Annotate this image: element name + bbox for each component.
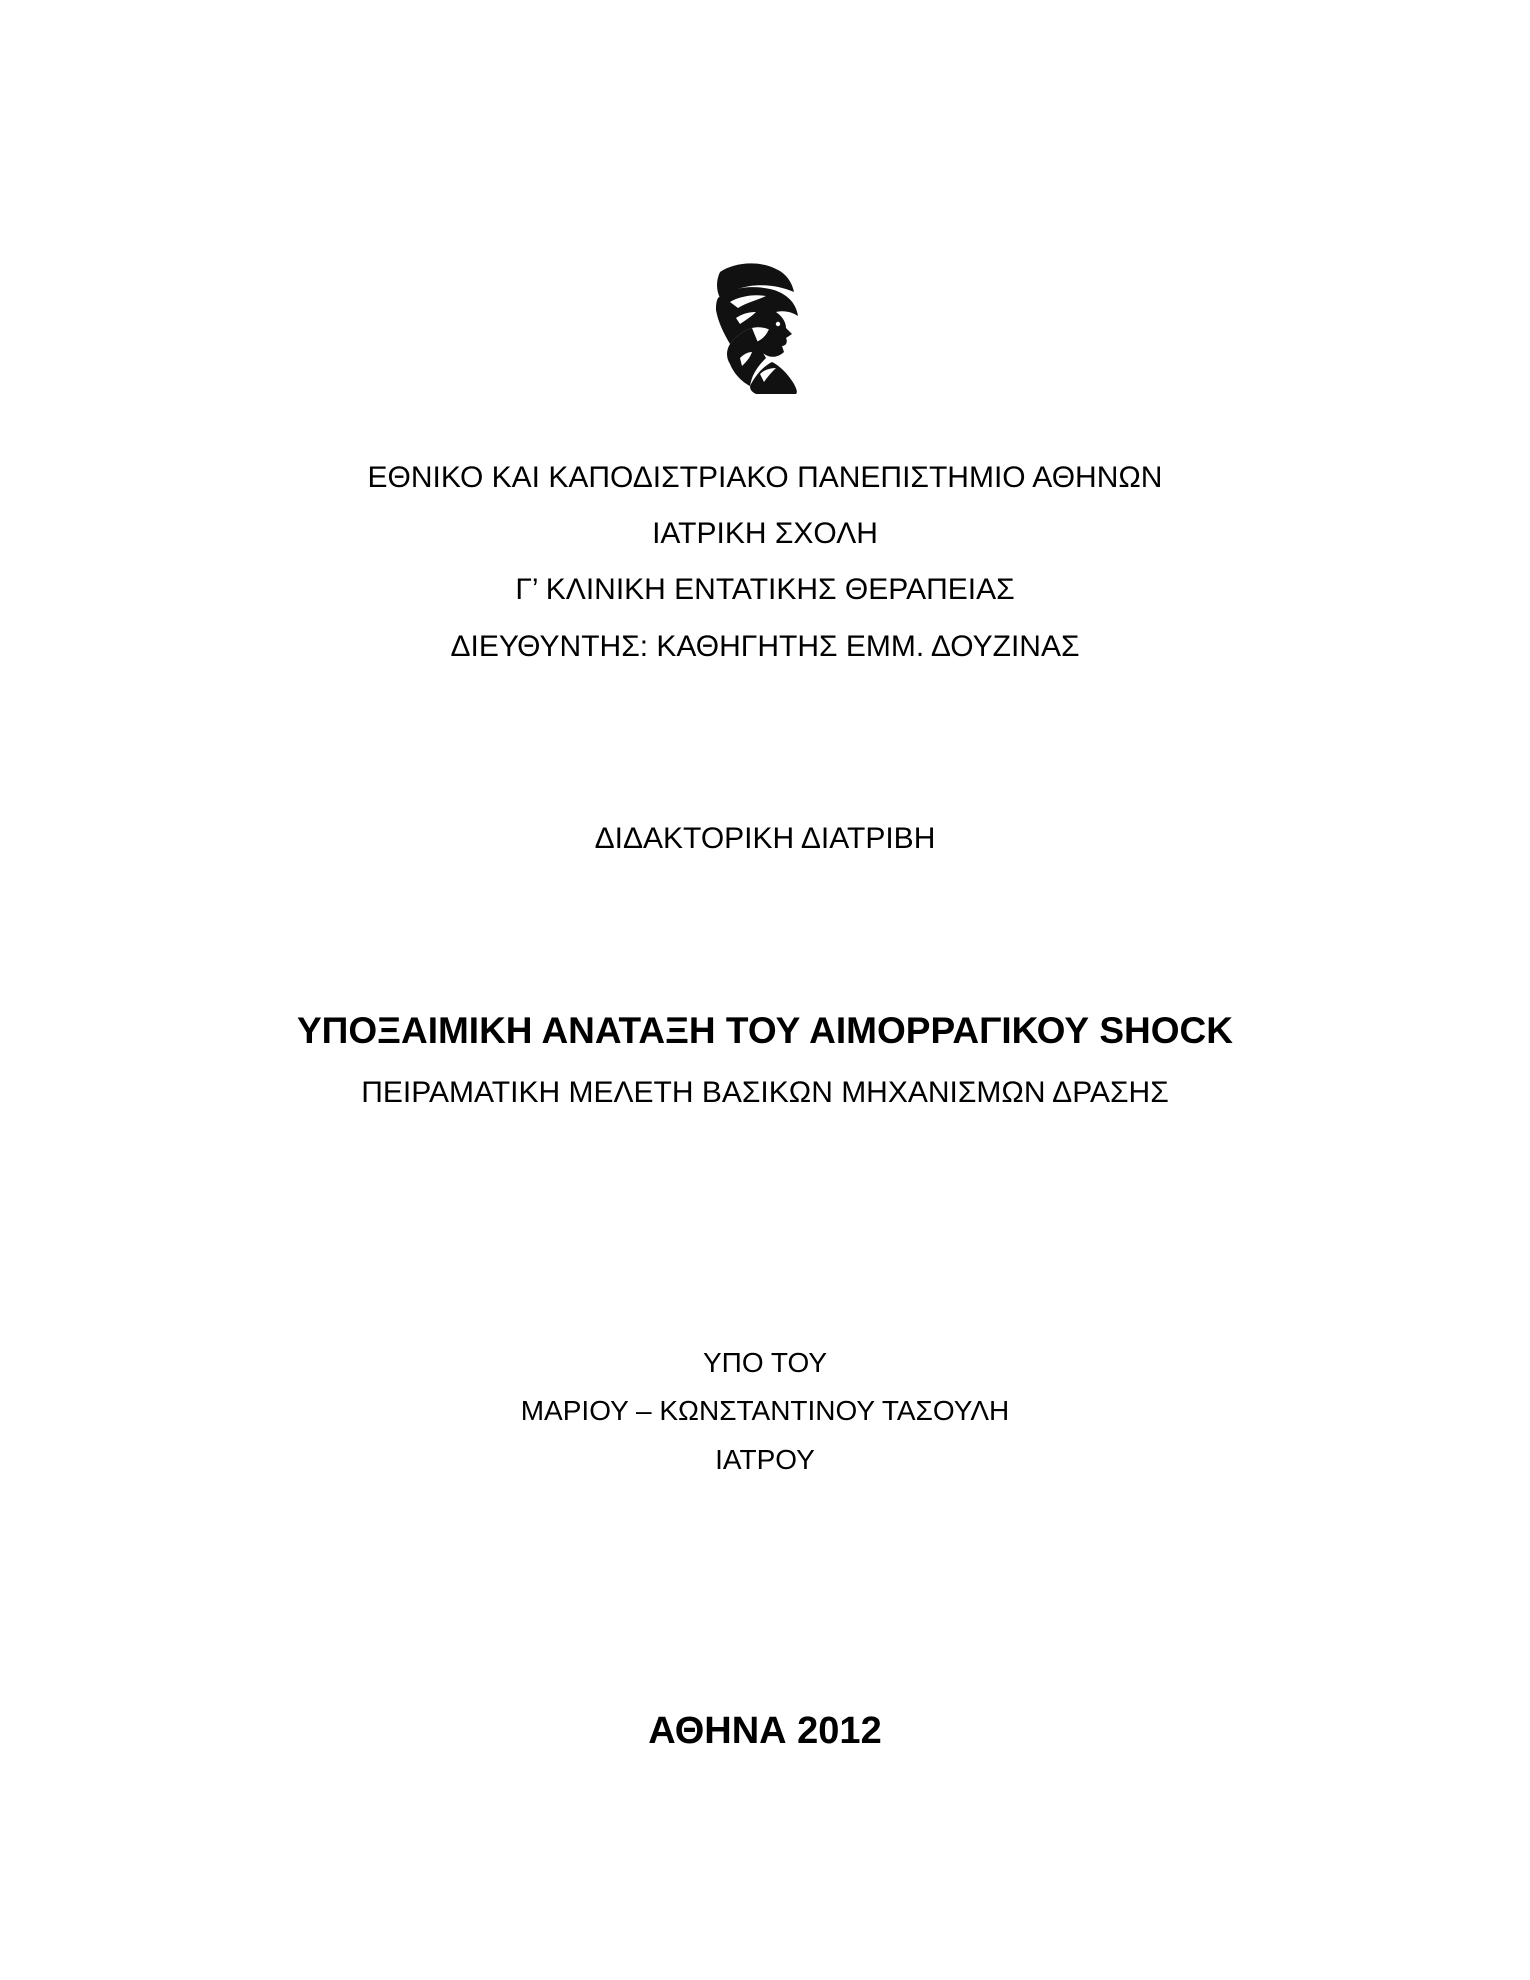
author-name: ΜΑΡΙΟΥ – ΚΩΝΣΤΑΝΤΙΝΟΥ ΤΑΣΟΥΛΗ [520,1395,1010,1426]
place-and-year: ΑΘΗΝΑ 2012 [648,1710,882,1752]
thesis-type: ΔΙΔΑΚΤΟΡΙΚΗ ΔΙΑΤΡΙΒΗ [594,822,936,855]
clinic-name: Γ’ ΚΛΙΝΙΚΗ ΕΝΤΑΤΙΚΗΣ ΘΕΡΑΠΕΙΑΣ [515,573,1015,606]
director-line: ΔΙΕΥΘΥΝΤΗΣ: ΚΑΘΗΓΗΤΗΣ ΕΜΜ. ΔΟΥΖΙΝΑΣ [450,630,1080,663]
thesis-subtitle: ΠΕΙΡΑΜΑΤΙΚΗ ΜΕΛΕΤΗ ΒΑΣΙΚΩΝ ΜΗΧΑΝΙΣΜΩΝ ΔΡΑΣΗΣ [361,1076,1169,1109]
school-name: ΙΑΤΡΙΚΗ ΣΧΟΛΗ [652,517,878,550]
author-by-label: ΥΠΟ ΤΟΥ [702,1347,828,1378]
author-profession: ΙΑΤΡΟΥ [715,1444,815,1475]
university-name: ΕΘΝΙΚΟ ΚΑΙ ΚΑΠΟΔΙΣΤΡΙΑΚΟ ΠΑΝΕΠΙΣΤΗΜΙΟ ΑΘΗΝΩΝ [367,461,1163,494]
athena-head-emblem-icon [700,262,810,394]
thesis-title: ΥΠΟΞΑΙΜΙΚΗ ΑΝΑΤΑΞΗ ΤΟΥ ΑΙΜΟΡΡΑΓΙΚΟΥ SHOCK [297,1010,1233,1051]
